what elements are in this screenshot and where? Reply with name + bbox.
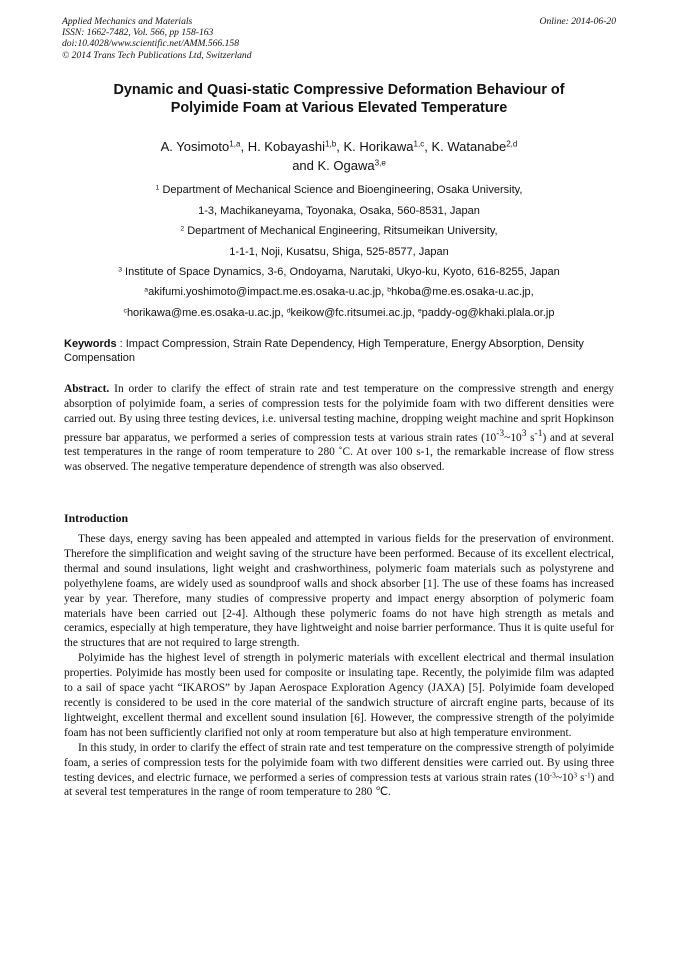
paper-title	[60, 82, 618, 117]
author-name: H. Kobayashi	[247, 139, 326, 154]
author-name: A. Yosimoto	[160, 139, 230, 154]
email-line-2: $^c$horikawa@me.es.osaka-u.ac.jp, $^d$keikow@fc.ritsumei.ac.jp, $^e$paddy-og@khaki.plala.or.jp	[123, 307, 555, 319]
author-separator: ,	[240, 139, 248, 154]
paragraph-text: ~10	[555, 771, 574, 784]
abstract-text: ) and at several test temperatures in the range of room temperature to 280 ˚C. At over 100 s-1, the remarkable increase of flow stress was observed. The negative temperature dependence of strength was also observed.	[64, 431, 614, 474]
abstract-label: Abstract.	[64, 383, 110, 395]
author-affiliation-mark: 1,b	[325, 139, 337, 149]
introduction-body	[64, 532, 614, 800]
journal-copyright: © 2014 Trans Tech Publications Ltd, Switzerland	[62, 49, 252, 61]
author-affiliation-mark: 1,c	[413, 139, 425, 149]
email-e[interactable]: paddy-og@khaki.plala.or.jp	[421, 307, 555, 319]
title-line-1: Dynamic and Quasi-static Compressive Deformation Behaviour of	[113, 82, 565, 98]
author-name: K. Ogawa	[317, 158, 375, 173]
keywords-label: Keywords	[64, 338, 117, 350]
affiliation-text: Department of Mechanical Science and Bioengineering, Osaka University,	[159, 184, 523, 196]
paragraph-text: In this study, in order to clarify the effect of strain rate and test temperature on the compressive strength of polyimide foam, a series of compression tests for the polyimide foam with two different densities were carried out. By using three testing devices, and electric furnace, we performed a series of compression tests at various strain rates (10	[64, 741, 614, 784]
journal-name: Applied Mechanics and Materials	[62, 16, 193, 27]
author-name: K. Watanabe	[431, 139, 507, 154]
paragraph: Polyimide has the highest level of strength in polymeric materials with excellent electrical and thermal insulation properties. Polyimide has mostly been used for composite or insulating tape. Recently, the polyimide film was adapted to a sail of space yacht “IKAROS” by Japan Aerospace Exploration Agency (JAXA) [5]. Polyimide foam developed recently is considered to be used in the core material of the sandwich structure of aircraft engine parts, because of its lightweight, excellent thermal and excellent sound insulation [6]. However, the compressive strength of the polyimide foam has not been sufficiently clarified not only at room temperature but also at high temperature environment.	[64, 652, 614, 739]
author-separator: ,	[336, 139, 344, 154]
title-line-2: Polyimide Foam at Various Elevated Temperature	[170, 99, 508, 116]
abstract-text: s	[526, 431, 535, 444]
email-b[interactable]: hkoba@me.es.osaka-u.ac.jp	[391, 286, 531, 298]
author-name: K. Horikawa	[343, 139, 414, 154]
journal-meta	[62, 16, 252, 61]
online-date: Online: 2014-06-20	[539, 16, 616, 27]
affiliation-1	[60, 180, 618, 201]
author-affiliation-mark: 3,e	[374, 158, 386, 168]
email-list	[60, 282, 618, 324]
affiliations	[60, 180, 618, 283]
paragraph-text: s	[577, 771, 585, 784]
affiliation-number: 2	[180, 225, 185, 233]
journal-doi: doi:10.4028/www.scientific.net/AMM.566.158	[62, 38, 240, 50]
section-heading-introduction: Introduction	[64, 511, 129, 525]
affiliation-2	[60, 221, 618, 242]
affiliation-3	[60, 262, 618, 283]
affiliation-text: Institute of Space Dynamics, 3-6, Ondoyama, Narutaki, Ukyo-ku, Kyoto, 616-8255, Japan	[122, 266, 560, 278]
author-list	[60, 137, 618, 175]
exponent: 3	[521, 428, 527, 439]
affiliation-1-address: 1-3, Machikaneyama, Toyonaka, Osaka, 560-8531, Japan	[198, 204, 480, 217]
affiliation-number: 1	[155, 184, 160, 192]
author-line-1	[60, 137, 618, 156]
email-line-1: $^a$akifumi.yoshimoto@impact.me.es.osaka-u.ac.jp, $^b$hkoba@me.es.osaka-u.ac.jp,	[144, 286, 534, 298]
author-affiliation-mark: 2,d	[506, 139, 518, 149]
exponent: 3	[573, 769, 578, 779]
paragraph-text: ) and at several test temperatures in the range of room temperature to 280 ℃.	[64, 771, 615, 799]
affiliation-text: Department of Mechanical Engineering, Ritsumeikan University,	[184, 225, 498, 237]
abstract-text: In order to clarify the effect of strain rate and test temperature on the compressive strength and energy absorption of polyimide foam, a series of compression tests for the polyimide foam with two different densities were carried out. By using three testing devices, i.e. universal testing machine, dropping weight machine and sprit Hopkinson pressure bar apparatus, we performed a series of compression tests at various strain rates (10	[64, 383, 614, 444]
abstract	[64, 382, 614, 475]
abstract-text: ~10	[504, 431, 522, 444]
paragraph: These days, energy saving has been appealed and attempted in various fields for the preservation of environment. Therefore the simplification and weight saving of the structure have been performed. Because of its excellent electrical, thermal and sound insulations, light weight and crashworthiness, polymeric foam materials such as polystyrene and polyethylene foams, are widely used as soundproof walls and shock absorber [1]. The use of these foams has increased year by year. Therefore, many studies of compressive property and impact energy absorption of polymeric foam materials have been carried out [2-4]. Although these polymeric foams do not have high strength as metals and ceramics, especially at high temperature, they have lightweight and noise barrier performance. Thus it is quite useful for the structures that are not required to large strength.	[64, 533, 614, 650]
email-a[interactable]: akifumi.yoshimoto@impact.me.es.osaka-u.ac.jp	[148, 286, 382, 298]
affiliation-number: 3	[118, 266, 122, 274]
author-affiliation-mark: 1,a	[229, 139, 241, 149]
keywords	[64, 338, 616, 365]
journal-issn: ISSN: 1662-7482, Vol. 566, pp 158-163	[62, 27, 214, 39]
email-c[interactable]: horikawa@me.es.osaka-u.ac.jp	[126, 307, 281, 319]
affiliation-2-address: 1-1-1, Noji, Kusatsu, Shiga, 525-8577, Japan	[229, 245, 449, 258]
exponent: -1	[534, 428, 543, 439]
paragraph	[64, 741, 614, 801]
author-separator: ,	[424, 139, 432, 154]
exponent: -1	[584, 769, 591, 779]
exponent: -3	[549, 769, 556, 779]
author-line-2	[60, 156, 618, 175]
author-conjunction: and	[292, 158, 318, 173]
exponent: -3	[496, 428, 505, 439]
email-d[interactable]: keikow@fc.ritsumei.ac.jp	[290, 307, 412, 319]
keywords-text: : Impact Compression, Strain Rate Dependency, High Temperature, Energy Absorption, Density Compensation	[64, 338, 584, 364]
